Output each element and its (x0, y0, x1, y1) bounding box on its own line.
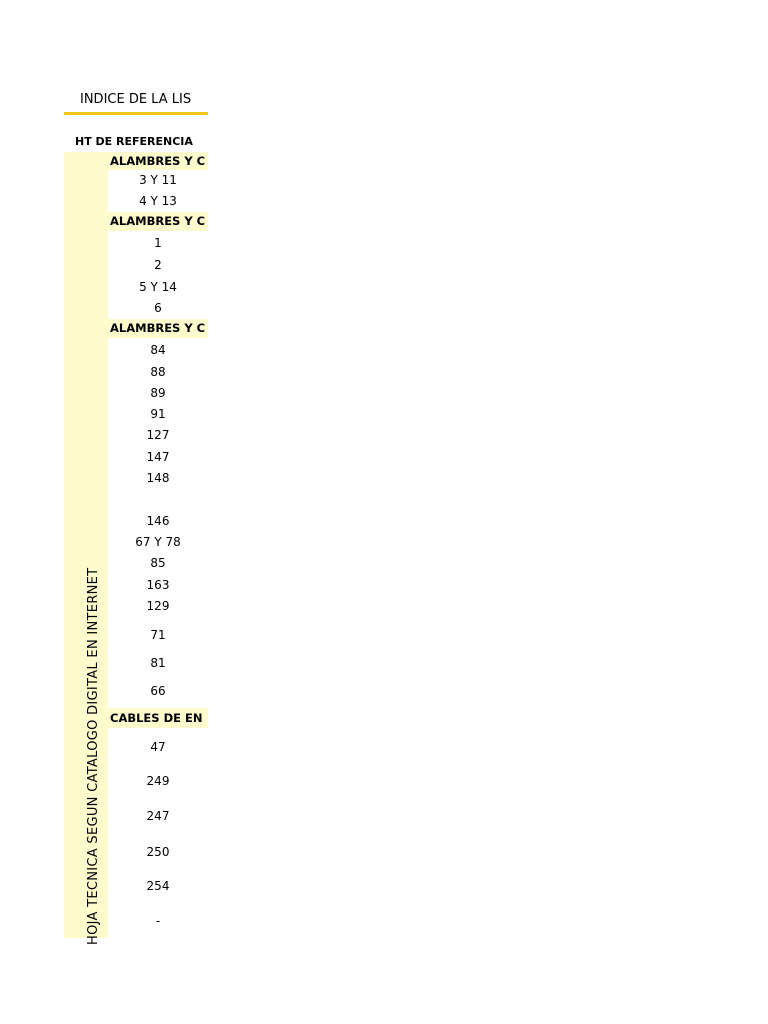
ht-reference-cell: 148 (146, 471, 170, 485)
section-header: ALAMBRES Y C (108, 319, 208, 338)
page-title: INDICE DE LA LIS (80, 92, 192, 107)
ht-reference-cell: 88 (150, 365, 166, 379)
section-header: CABLES DE EN (108, 708, 208, 728)
section-header: ALAMBRES Y C (108, 212, 208, 231)
ht-reference-cell: 146 (146, 514, 170, 528)
section-header: ALAMBRES Y C (108, 152, 208, 170)
side-label: HOJA TECNICA SEGÚN CATALOGO DIGITAL EN INTERNET (86, 567, 101, 945)
ht-reference-cell: 2 (154, 258, 162, 272)
ht-reference-cell: 127 (146, 428, 170, 442)
ht-reference-cell: 89 (150, 386, 166, 400)
ht-reference-cell: 47 (150, 740, 166, 754)
ht-reference-cell: 84 (150, 343, 166, 357)
ht-reference-cell: 147 (146, 450, 170, 464)
ht-reference-cell: 129 (146, 599, 170, 613)
ht-reference-cell: 81 (150, 656, 166, 670)
column-header: HT DE REFERENCIA (75, 135, 193, 148)
ht-reference-cell: - (155, 914, 161, 928)
ht-reference-cell: 5 Y 14 (139, 280, 177, 294)
ht-reference-cell: 1 (154, 236, 162, 250)
ht-reference-cell: 247 (146, 809, 170, 823)
ht-reference-cell: 3 Y 11 (139, 173, 177, 187)
ht-reference-cell: 4 Y 13 (139, 194, 177, 208)
ht-reference-cell: 249 (146, 774, 170, 788)
ht-reference-cell: 250 (146, 845, 170, 859)
ht-reference-cell: 66 (150, 684, 166, 698)
title-underline (64, 112, 208, 115)
ht-reference-cell: 6 (154, 301, 162, 315)
ht-reference-cell: 91 (150, 407, 166, 421)
ht-reference-cell: 254 (146, 879, 170, 893)
ht-reference-cell: 67 Y 78 (135, 535, 181, 549)
ht-reference-cell: 85 (150, 556, 166, 570)
ht-reference-cell: 71 (150, 628, 166, 642)
ht-reference-cell: 163 (146, 578, 170, 592)
